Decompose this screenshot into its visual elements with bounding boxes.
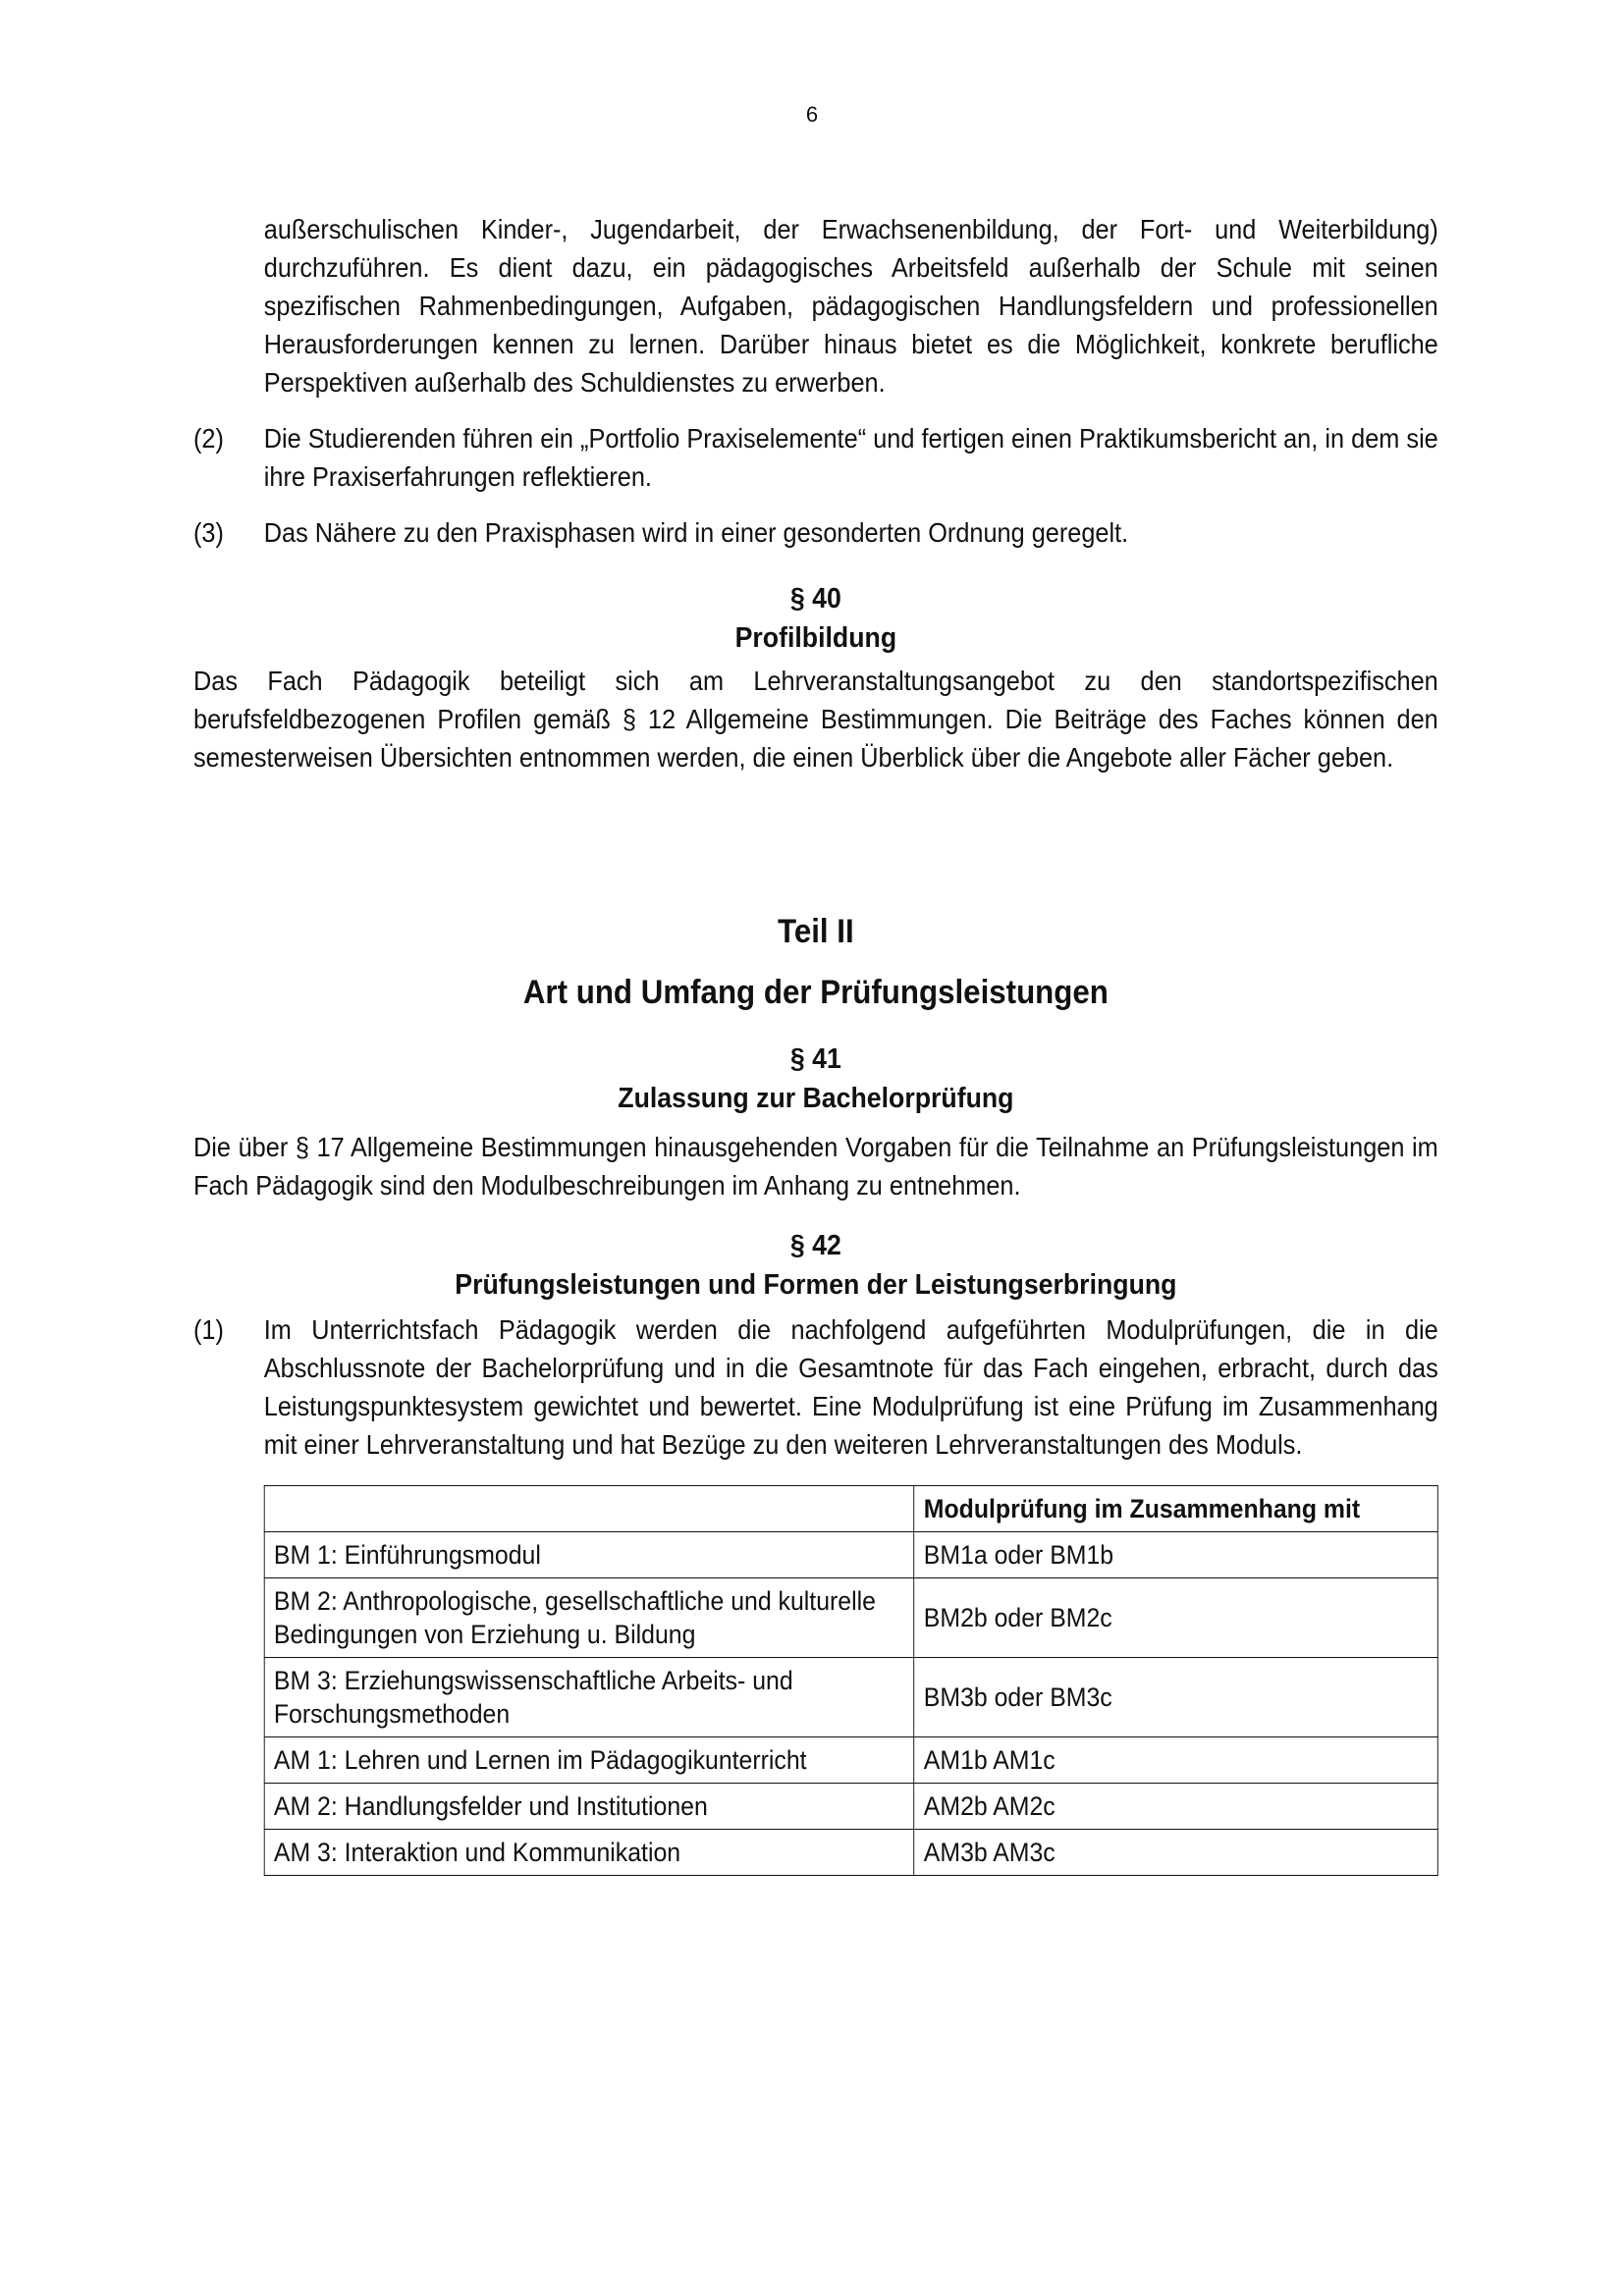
- exam-cell: BM3b oder BM3c: [914, 1658, 1437, 1737]
- section-42-title: Prüfungsleistungen und Formen der Leistungserbringung: [455, 1269, 1177, 1301]
- table-row: [264, 1737, 1437, 1784]
- section-42-number: § 42: [789, 1230, 841, 1261]
- section-40-number: § 40: [789, 583, 841, 614]
- module-cell: AM 3: Interaktion und Kommunikation: [264, 1830, 914, 1876]
- table-row: [264, 1578, 1437, 1658]
- module-cell: BM 3: Erziehungswissenschaftliche Arbeits- und Forschungsmethoden: [264, 1658, 914, 1737]
- list-item-number: (3): [193, 517, 224, 548]
- list-item-number: (2): [193, 423, 224, 454]
- part-2-subtitle: Art und Umfang der Prüfungsleistungen: [522, 974, 1109, 1011]
- table-row: [264, 1658, 1437, 1737]
- module-cell: AM 2: Handlungsfelder und Institutionen: [264, 1784, 914, 1830]
- module-cell: BM 2: Anthropologische, gesellschaftliche und kulturelle Bedingungen von Erziehung u. Bildung: [264, 1578, 914, 1658]
- intro-paragraph-block: [264, 210, 1438, 401]
- exam-cell: BM1a oder BM1b: [914, 1532, 1437, 1578]
- exam-cell: AM3b AM3c: [914, 1830, 1437, 1876]
- list-item-2: [193, 419, 1438, 496]
- table-row: [264, 1830, 1437, 1876]
- page-number: 6: [805, 102, 819, 127]
- exam-cell: AM2b AM2c: [914, 1784, 1437, 1830]
- intro-paragraph: außerschulischen Kinder-, Jugendarbeit, der Erwachsenenbildung, der Fort- und Weiterbildung) durchzuführen. Es dient dazu, ein pädagogisches Arbeitsfeld außerhalb der Schule mit seinen spezifischen Rahmenbedingungen, Aufgaben, pädagogischen Handlungsfeldern und professionellen Herausforderungen kennen zu lernen. Darüber hinaus bietet es die Möglichkeit, konkrete berufliche Perspektiven außerhalb des Schuldienstes zu erwerben.: [263, 214, 1438, 398]
- module-cell: BM 1: Einführungsmodul: [264, 1532, 914, 1578]
- list-item-number: (1): [193, 1314, 224, 1345]
- section-40-title: Profilbildung: [734, 622, 897, 654]
- list-item-text: Im Unterrichtsfach Pädagogik werden die nachfolgend aufgeführten Modulprüfungen, die in die Abschlussnote der Bachelorprüfung und in die Gesamtnote für das Fach eingehen, erbracht, durch das Leistungspunktesystem gewichtet und bewertet. Eine Modulprüfung ist eine Prüfung im Zusammenhang mit einer Lehrveranstaltung und hat Bezüge zu den weiteren Lehrveranstaltungen des Moduls.: [263, 1314, 1438, 1460]
- list-item-3: [193, 513, 1438, 552]
- table-header-row: [264, 1486, 1437, 1532]
- table-header-cell: [264, 1486, 914, 1532]
- document-body: [193, 210, 1438, 1876]
- section-41-text: Die über § 17 Allgemeine Bestimmungen hinausgehenden Vorgaben für die Teilnahme an Prüfungsleistungen im Fach Pädagogik sind den Modulbeschreibungen im Anhang zu entnehmen.: [193, 1132, 1438, 1201]
- section-41-number: § 41: [789, 1043, 841, 1075]
- exam-cell: AM1b AM1c: [914, 1737, 1437, 1784]
- module-exam-table: [264, 1485, 1438, 1876]
- section-40-text: Das Fach Pädagogik beteiligt sich am Lehrveranstaltungsangebot zu den standortspezifischen berufsfeldbezogenen Profilen gemäß § 12 Allgemeine Bestimmungen. Die Beiträge des Faches können den semesterweisen Übersichten entnommen werden, die einen Überblick über die Angebote aller Fächer geben.: [193, 666, 1438, 773]
- list-item-text: Das Nähere zu den Praxisphasen wird in einer gesonderten Ordnung geregelt.: [263, 517, 1129, 548]
- table-header-cell: Modulprüfung im Zusammenhang mit: [914, 1486, 1437, 1532]
- section-42-item-1: [193, 1310, 1438, 1464]
- part-2-title: Teil II: [778, 913, 854, 950]
- list-item-text: Die Studierenden führen ein „Portfolio Praxiselemente“ und fertigen einen Praktikumsbericht an, in dem sie ihre Praxiserfahrungen reflektieren.: [263, 423, 1438, 492]
- table-row: [264, 1784, 1437, 1830]
- module-cell: AM 1: Lehren und Lernen im Pädagogikunterricht: [264, 1737, 914, 1784]
- section-41-title: Zulassung zur Bachelorprüfung: [618, 1083, 1014, 1114]
- table-row: [264, 1532, 1437, 1578]
- exam-cell: BM2b oder BM2c: [914, 1578, 1437, 1658]
